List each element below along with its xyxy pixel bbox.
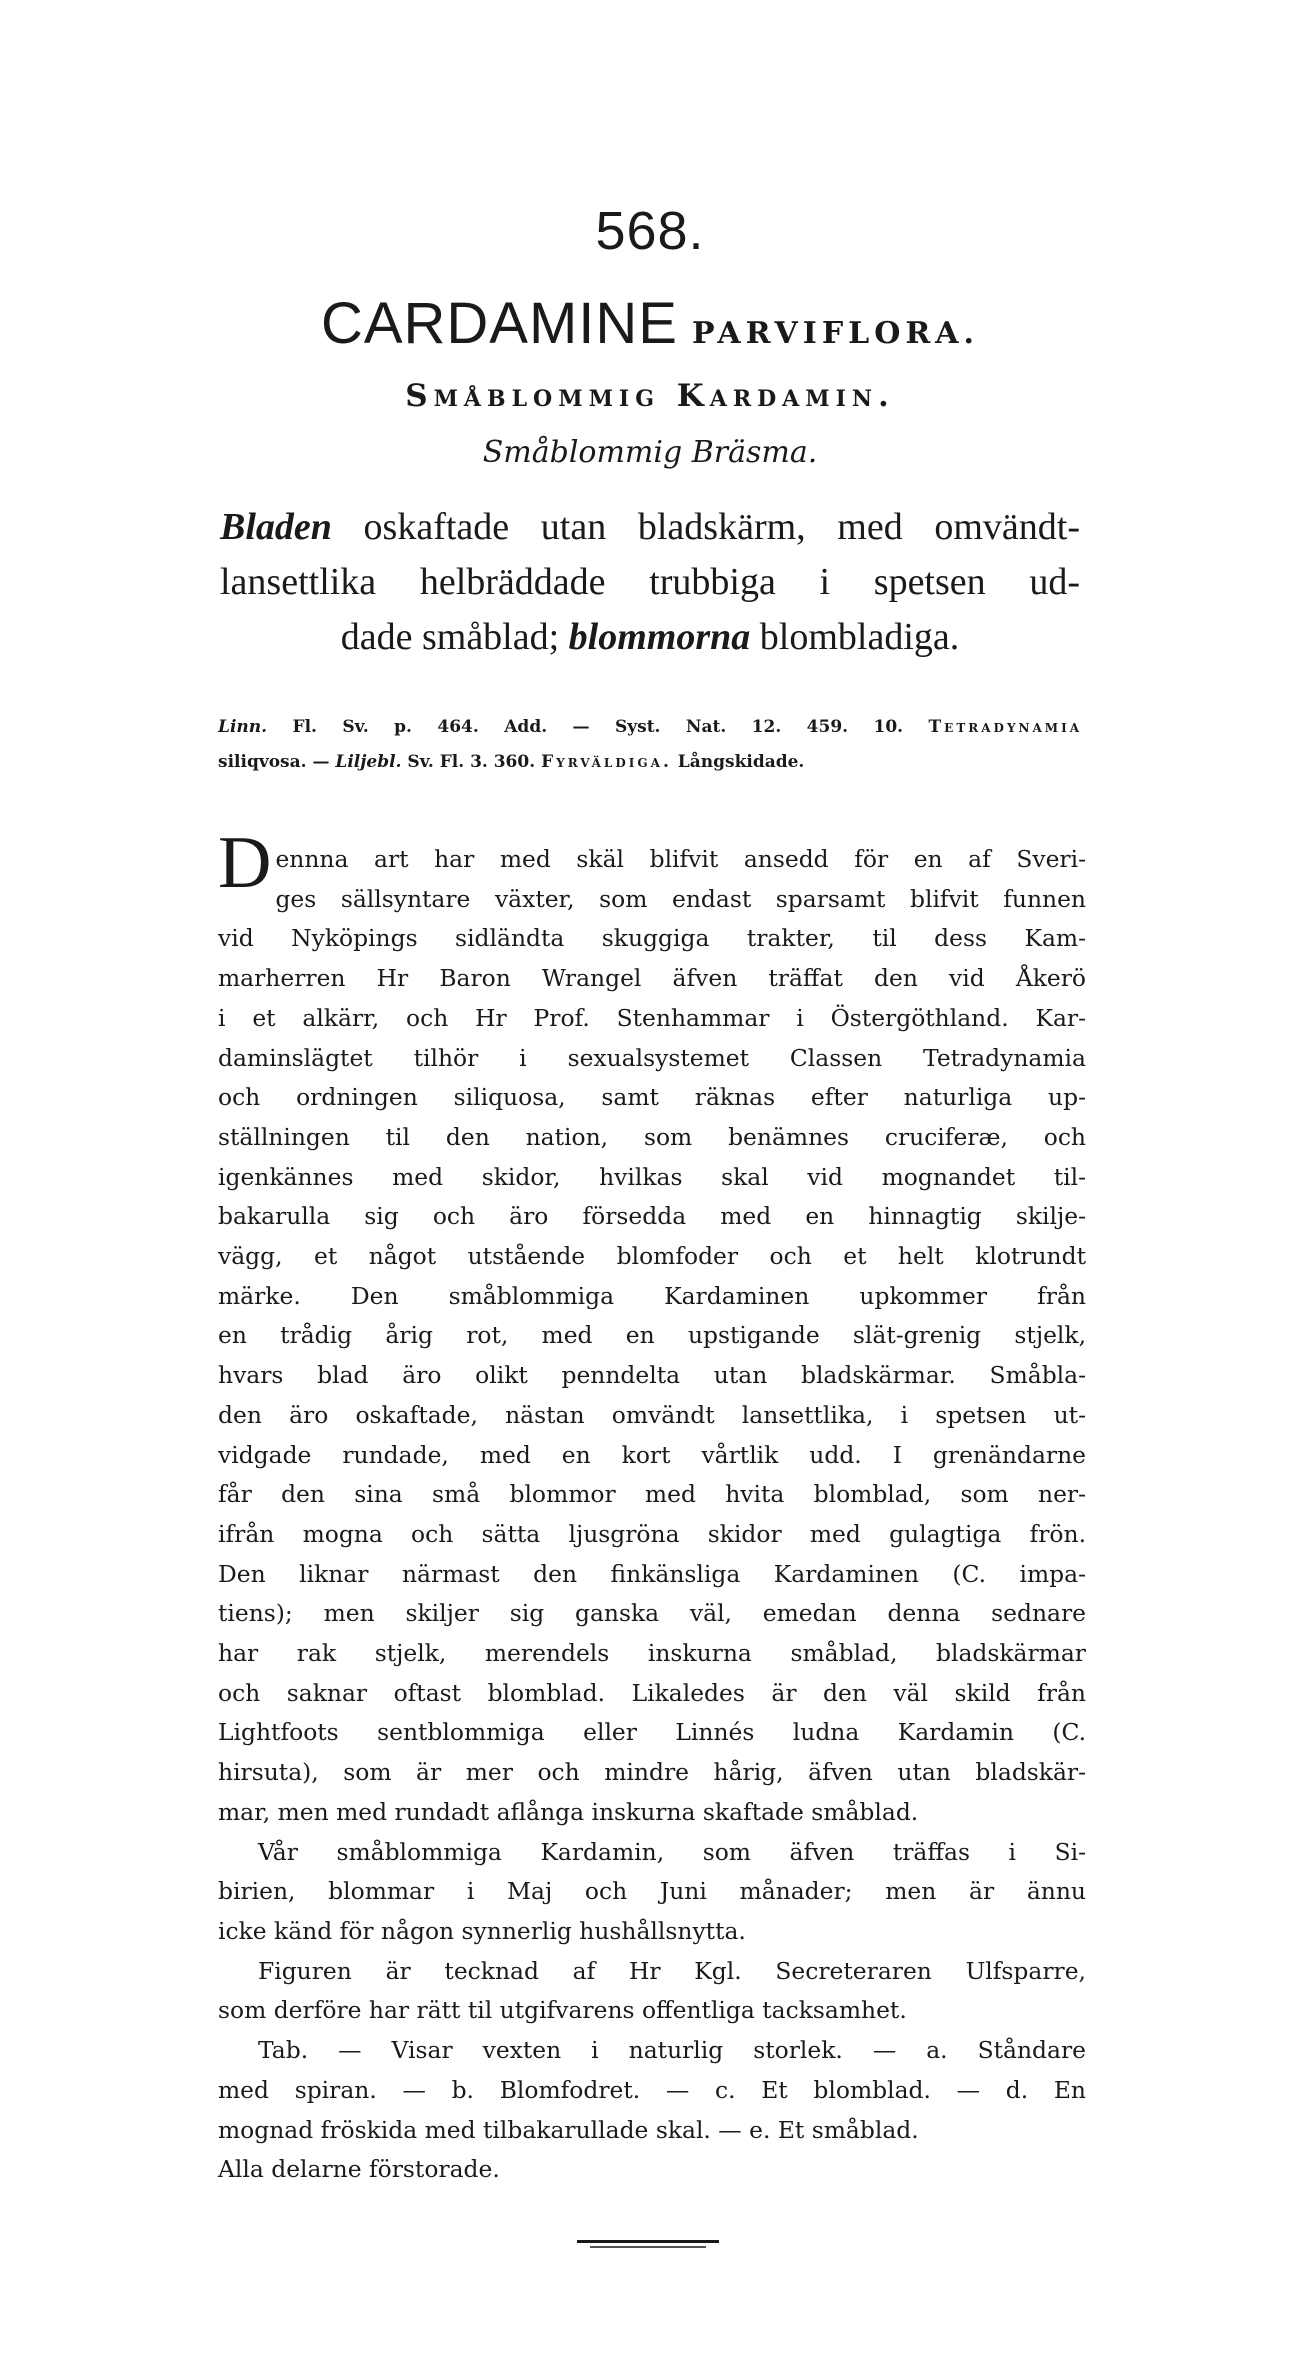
text-line: vid Nyköpings sidländta skuggiga trakter, til dess Kam- — [218, 924, 1086, 953]
text-line: ges sällsyntare växter, som endast sparsamt blifvit funnen — [275, 884, 1086, 913]
text-line: marherren Hr Baron Wrangel äfven träffat den vid Åkerö — [218, 964, 1086, 993]
text-line: hvars blad äro olikt penndelta utan bladskärmar. Småbla- — [218, 1361, 1086, 1390]
plate-title — [0, 290, 1300, 357]
text-line: vidgade rundade, med en kort vårtlik udd. I grenändarne — [218, 1440, 1086, 1469]
text-line: har rak stjelk, merendels inskurna småblad, bladskärmar — [218, 1639, 1086, 1668]
text-line: Lightfoots sentblommiga eller Linnés ludna Kardamin (C. — [218, 1718, 1086, 1747]
text-line: med spiran. — b. Blomfodret. — c. Et blomblad. — d. En — [218, 2075, 1086, 2104]
literature-references — [218, 710, 1082, 780]
text-line: hirsuta), som är mer och mindre hårig, äfven utan bladskär- — [218, 1758, 1086, 1787]
text-line: mar, men med rundadt aflånga inskurna skaftade småblad. — [218, 1797, 919, 1826]
text-line: i et alkärr, och Hr Prof. Stenhammar i Östergöthland. Kar- — [218, 1003, 1086, 1032]
text-line: och saknar oftast blomblad. Likaledes är den väl skild från — [218, 1678, 1086, 1707]
reference-line: siliqvosa. — Liljebl. Sv. Fl. 3. 360. Fyrväldiga. Långskidade. — [218, 752, 805, 772]
reference-line: Linn. Fl. Sv. p. 464. Add. — Syst. Nat. 12. 459. 10. Tetradynamia — [218, 717, 1082, 737]
description-text — [218, 822, 1086, 2190]
alternate-common-name: Småblommig Bräsma. — [482, 435, 818, 470]
genus-name: CARDAMINE — [320, 291, 678, 356]
end-rule-secondary — [590, 2246, 706, 2248]
diagnosis-lead: Bladen — [220, 506, 332, 548]
text-line: och ordningen siliquosa, samt räknas efter naturliga up- — [218, 1083, 1086, 1112]
swedish-common-name: Småblommig Kardamin. — [405, 378, 895, 414]
text-line: Alla delarne förstorade. — [218, 2155, 500, 2184]
text-line: icke känd för någon synnerlig hushållsnytta. — [218, 1916, 746, 1945]
text-line: mognad fröskida med tilbakarullade skal. — e. Et småblad. — [218, 2115, 919, 2144]
page-number: 568. — [595, 201, 705, 261]
text-line: märke. Den småblommiga Kardaminen upkommer från — [218, 1281, 1086, 1310]
text-line: Figuren är tecknad af Hr Kgl. Secreteraren Ulfsparre, — [258, 1956, 1086, 1985]
text-line: Tab. — Visar vexten i naturlig storlek. — a. Ståndare — [258, 2036, 1086, 2065]
text-line: tiens); men skiljer sig ganska väl, emedan denna sednare — [218, 1599, 1086, 1628]
text-line: Den liknar närmast den finkänsliga Kardaminen (C. impa- — [218, 1559, 1086, 1588]
text-line: ennna art har med skäl blifvit ansedd för en af Sveri- — [275, 845, 1086, 873]
text-line: den äro oskaftade, nästan omvändt lansettlika, i spetsen ut- — [218, 1400, 1086, 1429]
text-line: daminslägtet tilhör i sexualsystemet Classen Tetradynamia — [218, 1043, 1086, 1072]
text-line: igenkännes med skidor, hvilkas skal vid mognandet til- — [218, 1162, 1086, 1191]
diagnosis — [220, 500, 1080, 665]
text-line: bakarulla sig och äro försedda med en hinnagtig skilje- — [218, 1202, 1086, 1231]
diagnosis-line: Bladen oskaftade utan bladskärm, med omvändt- — [220, 506, 1080, 548]
text-line: vägg, et något utstående blomfoder och et helt klotrundt — [218, 1242, 1086, 1271]
drop-cap: D — [218, 822, 272, 904]
text-line: birien, blommar i Maj och Juni månader; men är ännu — [218, 1877, 1086, 1906]
diagnosis-line: lansettlika helbräddade trubbiga i spetsen ud- — [220, 561, 1080, 603]
text-line: ställningen til den nation, som benämnes cruciferæ, och — [218, 1122, 1086, 1151]
diagnosis-line: dade småblad; blommorna blombladiga. — [340, 616, 960, 658]
text-line: ifrån mogna och sätta ljusgröna skidor med gulagtiga frön. — [218, 1519, 1086, 1548]
text-line: en trådig årig rot, med en upstigande slät-grenig stjelk, — [218, 1321, 1086, 1350]
end-rule — [577, 2240, 719, 2243]
species-name: PARVIFLORA. — [692, 316, 980, 351]
text-line: Vår småblommiga Kardamin, som äfven träffas i Si- — [258, 1837, 1086, 1866]
text-line: får den sina små blommor med hvita blomblad, som ner- — [218, 1480, 1086, 1509]
text-line: som derföre har rätt til utgifvarens offentliga tacksamhet. — [218, 1996, 907, 2025]
